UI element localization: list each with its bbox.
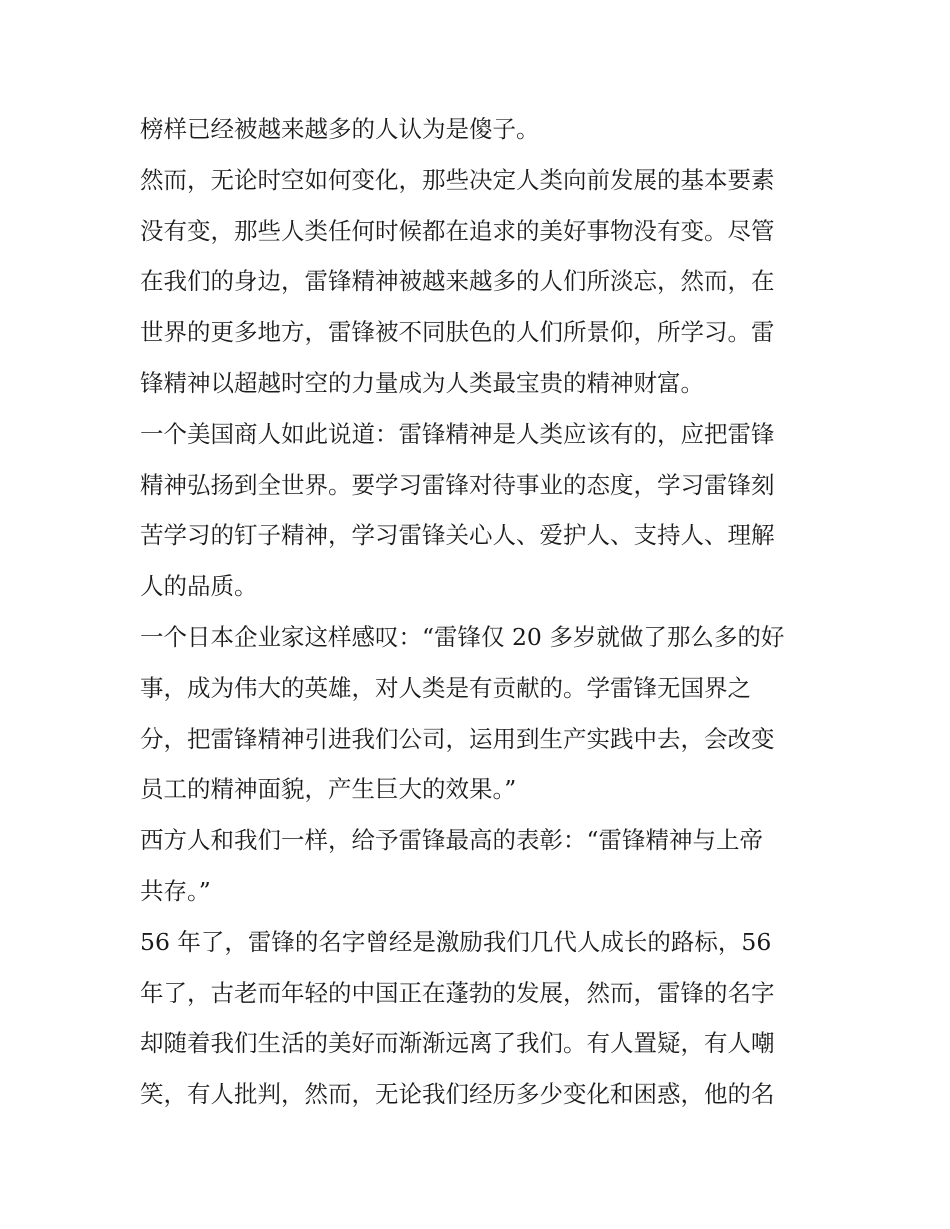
text-line: 世界的更多地方，雷锋被不同肤色的人们所景仰，所学习。雷 xyxy=(140,318,775,347)
text-line: 人的品质。 xyxy=(140,572,258,601)
text-line: 员工的精神面貌，产生巨大的效果。” xyxy=(140,775,517,804)
text-line: 一个美国商人如此说道：雷锋精神是人类应该有的，应把雷锋 xyxy=(140,419,775,448)
text-line: 一个日本企业家这样感叹：“雷锋仅 20 多岁就做了那么多的好 xyxy=(140,622,785,651)
text-line: 锋精神以超越时空的力量成为人类最宝贵的精神财富。 xyxy=(140,368,704,397)
text-line: 事，成为伟大的英雄，对人类是有贡献的。学雷锋无国界之 xyxy=(140,673,751,702)
text-line: 却随着我们生活的美好而渐渐远离了我们。有人置疑，有人嘲 xyxy=(140,1029,775,1058)
text-line: 没有变，那些人类任何时候都在追求的美好事物没有变。尽管 xyxy=(140,216,775,245)
text-line: 年了，古老而年轻的中国正在蓬勃的发展，然而，雷锋的名字 xyxy=(140,978,775,1007)
text-line: 西方人和我们一样，给予雷锋最高的表彰：“雷锋精神与上帝 xyxy=(140,826,764,855)
text-line: 苦学习的钉子精神，学习雷锋关心人、爱护人、支持人、理解 xyxy=(140,521,775,550)
text-line: 56 年了，雷锋的名字曾经是激励我们几代人成长的路标，56 xyxy=(140,927,772,956)
text-line: 分，把雷锋精神引进我们公司，运用到生产实践中去，会改变 xyxy=(140,724,775,753)
body-text xyxy=(140,104,820,1120)
text-line: 榜样已经被越来越多的人认为是傻子。 xyxy=(140,115,540,143)
text-line: 笑，有人批判，然而，无论我们经历多少变化和困惑，他的名 xyxy=(140,1080,775,1109)
text-line: 在我们的身边，雷锋精神被越来越多的人们所淡忘，然而，在 xyxy=(140,267,775,296)
text-line: 共存。” xyxy=(140,876,211,905)
text-line: 精神弘扬到全世界。要学习雷锋对待事业的态度，学习雷锋刻 xyxy=(140,470,775,499)
text-line: 然而，无论时空如何变化，那些决定人类向前发展的基本要素 xyxy=(140,165,775,194)
